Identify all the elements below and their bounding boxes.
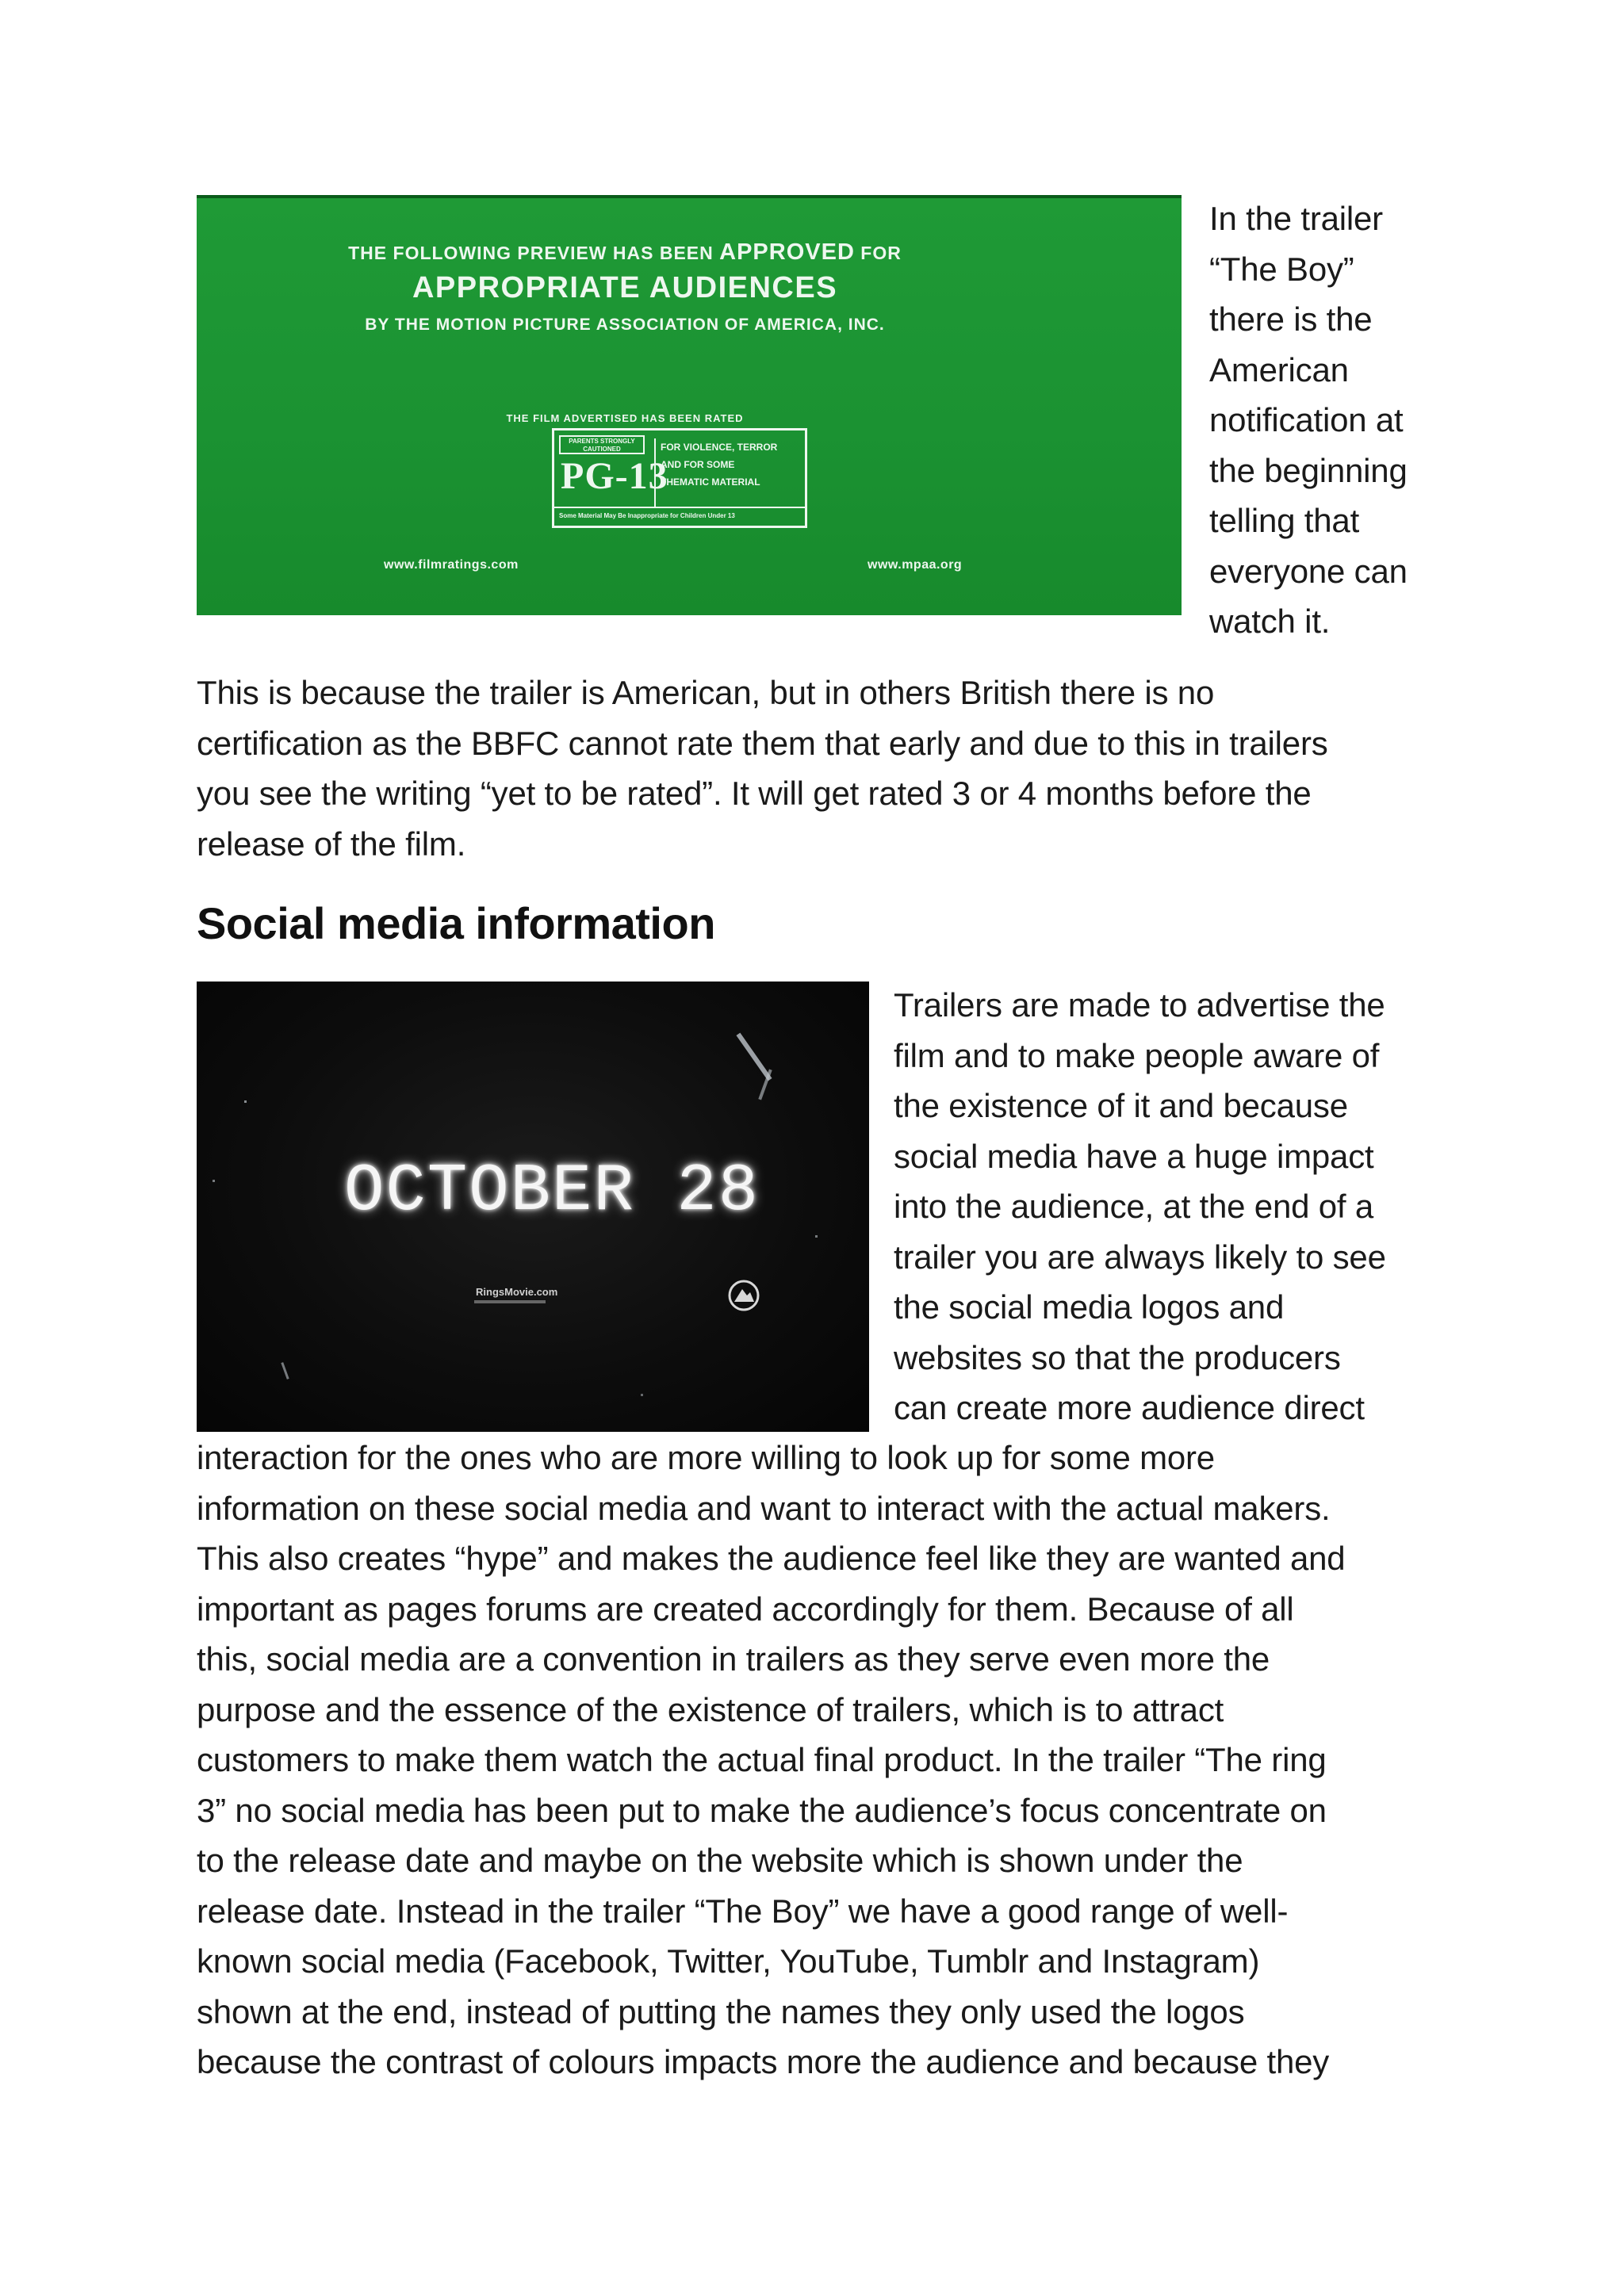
appropriate-audiences-line: APPROPRIATE AUDIENCES — [412, 271, 838, 304]
text-line: everyone can — [1209, 552, 1408, 590]
mpaa-line: BY THE MOTION PICTURE ASSOCIATION OF AMERICA, INC. — [365, 316, 885, 334]
paragraph-1 — [197, 668, 1434, 869]
text-line: social media have a huge impact — [894, 1137, 1374, 1175]
text-line: In the trailer — [1209, 200, 1383, 237]
text-line: “The Boy” — [1209, 250, 1354, 288]
text-line: into the audience, at the end of a — [894, 1188, 1374, 1225]
text-line: there is the — [1209, 300, 1373, 338]
scratch-mark — [244, 1100, 247, 1103]
side-text-2 — [894, 980, 1465, 1433]
text-line: notification at — [1209, 401, 1404, 438]
paragraph-2 — [197, 1433, 1457, 2087]
text-line: American — [1209, 350, 1349, 388]
text-line: certification as the BBFC cannot rate them that early and due to this in trailers — [197, 724, 1328, 762]
approval-line: THE FOLLOWING PREVIEW HAS BEEN APPROVED FOR — [348, 239, 902, 265]
text-line: websites so that the producers — [894, 1338, 1341, 1376]
text-line: film and to make people aware of — [894, 1036, 1380, 1074]
text-line: This is because the trailer is American, but in others British there is no — [197, 674, 1215, 711]
side-text-1 — [1209, 193, 1447, 647]
rating-footer: Some Material May Be Inappropriate for Children Under 13 — [554, 507, 805, 526]
text-line: you see the writing “yet to be rated”. It will get rated 3 or 4 months before the — [197, 775, 1312, 812]
text-line: this, social media are a convention in trailers as they serve even more the — [197, 1640, 1270, 1678]
rating-label: PG-13 — [561, 455, 668, 497]
text-line: release date. Instead in the trailer “The Boy” we have a good range of well- — [197, 1892, 1289, 1930]
website-subline — [474, 1300, 546, 1303]
scratch-mark — [213, 1180, 215, 1182]
text-line: interaction for the ones who are more willing to look up for some more — [197, 1439, 1215, 1476]
text-line: information on these social media and want to interact with the actual makers. — [197, 1489, 1331, 1527]
text-line: trailer you are always likely to see — [894, 1238, 1386, 1276]
text-line: the existence of it and because — [894, 1087, 1348, 1124]
text-line: purpose and the essence of the existence of trailers, which is to attract — [197, 1690, 1224, 1728]
scratch-mark — [641, 1394, 643, 1396]
rating-caution: PARENTS STRONGLY CAUTIONED — [559, 435, 645, 454]
text-line: customers to make them watch the actual final product. In the trailer “The ring — [197, 1741, 1327, 1778]
text-line: release of the film. — [197, 825, 466, 863]
scratch-mark — [815, 1235, 818, 1238]
text-line: important as pages forums are created accordingly for them. Because of all — [197, 1590, 1294, 1628]
mpaa-url: www.mpaa.org — [868, 558, 963, 572]
text-line: watch it. — [1209, 603, 1331, 640]
text-line: can create more audience direct — [894, 1389, 1365, 1426]
text-line: the social media logos and — [894, 1288, 1285, 1326]
text-line: to the release date and maybe on the website which is shown under the — [197, 1842, 1243, 1879]
text-line: shown at the end, instead of putting the names they only used the logos — [197, 1992, 1245, 2030]
text-line: the beginning — [1209, 451, 1408, 489]
mpaa-rating-card-image — [197, 195, 1182, 615]
release-date-title: OCTOBER 28 — [344, 1154, 760, 1230]
text-line: This also creates “hype” and makes the audience feel like they are wanted and — [197, 1540, 1346, 1577]
section-heading: Social media information — [197, 898, 715, 948]
text-line: 3” no social media has been put to make the audience’s focus concentrate on — [197, 1791, 1327, 1829]
movie-website: RingsMovie.com — [476, 1286, 558, 1298]
text-line: telling that — [1209, 502, 1360, 539]
filmratings-url: www.filmratings.com — [384, 558, 519, 572]
text-line: because the contrast of colours impacts more the audience and because they — [197, 2043, 1330, 2080]
scratch-mark — [281, 1362, 289, 1380]
rating-box — [552, 428, 807, 528]
text-line: Trailers are made to advertise the — [894, 986, 1385, 1024]
studio-logo-icon — [728, 1280, 760, 1311]
advertised-rated-line: THE FILM ADVERTISED HAS BEEN RATED — [506, 412, 744, 424]
text-line: known social media (Facebook, Twitter, YouTube, Tumblr and Instagram) — [197, 1942, 1260, 1980]
october-trailer-image — [197, 982, 869, 1432]
rating-reason: FOR VIOLENCE, TERROR AND FOR SOME THEMATIC MATERIAL — [654, 438, 802, 507]
